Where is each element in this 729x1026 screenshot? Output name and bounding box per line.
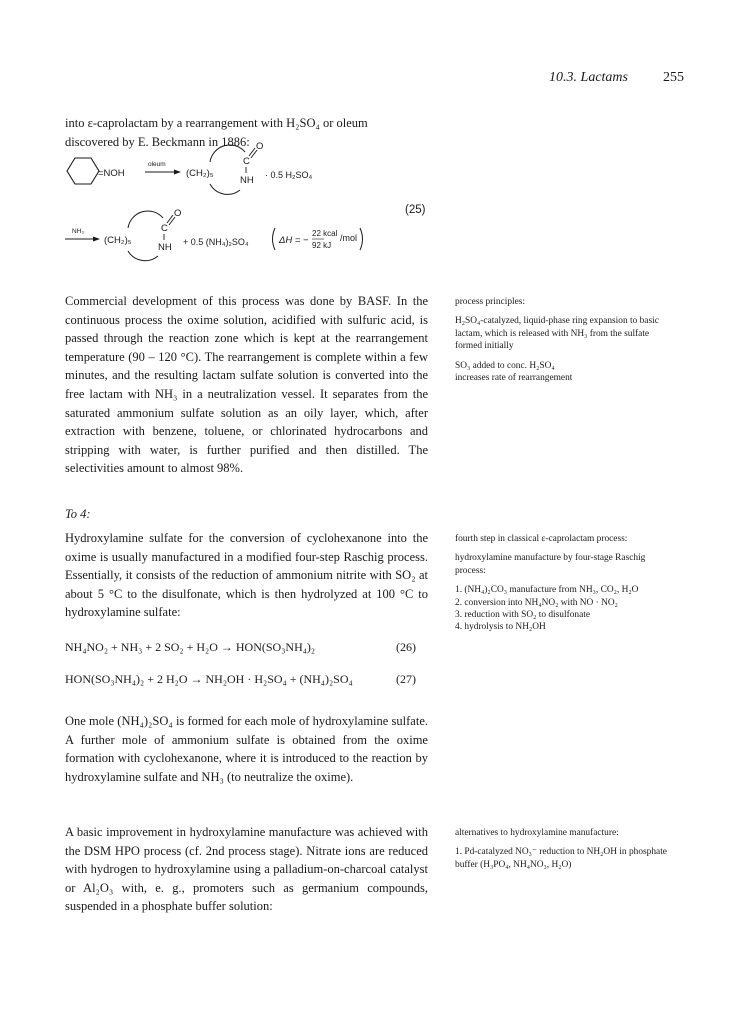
per-mol: /mol <box>340 233 358 243</box>
margin-note-text: H₂SO₄-catalyzed, liquid-phase ring expansion to basic lactam, which is released with NH₃ from the sulfate formed initially <box>455 316 659 352</box>
co-bond-1a <box>249 148 255 156</box>
margin-note-title-3: alternatives to hydroxylamine manufacture: <box>455 828 619 838</box>
paragraph-raschig-process: Hydroxylamine sulfate for the conversion of cyclohexanone into the oxime is usually manufactured in a modified four-step Raschig process. Essentially, it consists of the reduction of ammonium nitrite with SO₂ at about 5 °C to the disulfonate, which is then hydrolyzed at 100 °C to hydroxylamine sulfate: <box>65 531 428 620</box>
list-item: 2. conversion into NH₄NO₂ with NO · NO₂ <box>455 597 618 608</box>
lactam-ring-bottom-1 <box>210 184 240 194</box>
lactam-ring-top-1 <box>210 145 245 162</box>
enthalpy-kj: 92 kJ <box>312 241 332 250</box>
list-item: 4. hydrolysis to NH₂OH <box>455 622 546 633</box>
intro-line-1: into ε-caprolactam by a rearrangement with H₂SO₄ or oleum <box>65 116 368 130</box>
margin-note-oleum-b: increases rate of rearrangement <box>455 373 573 384</box>
list-item: 3. reduction with SO₂ to disulfonate <box>455 610 591 621</box>
reagent-oleum: oleum <box>148 161 166 168</box>
equation-27: HON(SO₃NH₄)₂ + 2 H₂O → NH₂OH · H₂SO₄ + (NH₄)₂SO₄ <box>65 672 353 686</box>
nh-2: NH <box>158 242 172 253</box>
noh-label: =NOH <box>98 168 125 179</box>
margin-note-title-2: fourth step in classical ε-caprolactam process: <box>455 534 628 544</box>
paragraph-basf-process: Commercial development of this process was done by BASF. In the continuous process the oxime solution, acidified with sulfuric acid, is passed through the reaction zone which is kept at the rearrangement temperature (90 – 120 °C). The rearrangement is complete within a few minutes, and the resulting lactam sulfate solution is converted into the free lactam with NH₃ in a neutralization vessel. It separates from the saturated ammonium sulfate solution as an oily layer, which, after extraction with benzene, toluene, or chlorinated hydrocarbons and stripping with water, is further purified and then distilled. The selectivities amount to almost 98%. <box>65 294 428 476</box>
equation-number-27: (27) <box>396 672 416 686</box>
reagent-nh3: NH₃ <box>72 228 85 235</box>
margin-note-alternatives <box>455 827 670 871</box>
margin-note-raschig: hydroxylamine manufacture by four-stage Raschig process: <box>455 553 646 576</box>
margin-note-process-principles <box>455 296 670 384</box>
paragraph-ammonium-sulfate: One mole (NH₄)₂SO₄ is formed for each mole of hydroxylamine sulfate. A further mole of ammonium sulfate is obtained from the oxime formation with cyclohexanone, where it is introduced to the reaction by hydroxylamine sulfate and NH₃ (to neutralize the oxime). <box>65 714 428 784</box>
running-header <box>480 70 686 88</box>
ammonium-sulfate-byproduct: + 0.5 (NH₄)₂SO₄ <box>183 237 249 247</box>
co-bond-2a <box>167 215 173 223</box>
enthalpy-kcal: 22 kcal <box>312 229 338 238</box>
equation-number-26: (26) <box>396 640 416 654</box>
section-heading-to-4: To 4: <box>65 507 91 521</box>
arrow-head-2-icon <box>93 237 100 242</box>
section-title: 10.3. Lactams <box>549 70 628 85</box>
ch2-chain-1: (CH₂)₅ <box>186 168 214 179</box>
intro-line-2: discovered by E. Beckmann in 1886: <box>65 134 250 149</box>
equation-26: NH₄NO₂ + NH₃ + 2 SO₂ + H₂O → HON(SO₃NH₄)₂ <box>65 640 316 654</box>
enthalpy-prefix: ΔH = − <box>279 235 309 246</box>
paragraph-dsm-hpo: A basic improvement in hydroxylamine manufacture was achieved with the DSM HPO process (cf. 2nd process stage). Nitrate ions are reduced with hydrogen to hydroxylamine using a palladium-on-charcoal catalyst or Al₂O₃ with, e. g., promoters such as germanium compounds, suspended in a phosphate buffer solution: <box>65 825 428 914</box>
carbonyl-c-2: C <box>161 223 168 234</box>
carbonyl-c-1: C <box>243 156 250 167</box>
cyclohexane-ring-icon <box>67 158 99 184</box>
paren-right <box>360 228 363 250</box>
paren-left <box>273 228 276 250</box>
nh-1: NH <box>240 175 254 186</box>
margin-note-oleum-a: SO₃ added to conc. H₂SO₄ <box>455 360 555 371</box>
sulfuric-acid-adduct: · 0.5 H₂SO₄ <box>265 170 313 180</box>
oxygen-2: O <box>174 208 182 219</box>
reaction-scheme-25 <box>60 138 440 288</box>
list-item: 1. (NH₄)₂CO₃ manufacture from NH₃, CO₂, H₂O <box>455 585 639 596</box>
raschig-steps-list <box>455 584 670 634</box>
arrow-head-1-icon <box>174 170 181 175</box>
lactam-ring-top-2 <box>128 211 163 228</box>
margin-note-title: process principles: <box>455 297 526 307</box>
oxygen-1: O <box>256 141 264 152</box>
margin-note-fourth-step <box>455 533 670 634</box>
equation-number-25: (25) <box>405 204 426 216</box>
margin-note-pd-catalyzed: 1. Pd-catalyzed NO₃⁻ reduction to NH₂OH in phosphate buffer (H₃PO₄, NH₄NO₃, H₂O) <box>455 847 667 870</box>
page-number: 255 <box>663 70 684 85</box>
lactam-ring-bottom-2 <box>128 251 158 261</box>
ch2-chain-2: (CH₂)₅ <box>104 235 132 246</box>
